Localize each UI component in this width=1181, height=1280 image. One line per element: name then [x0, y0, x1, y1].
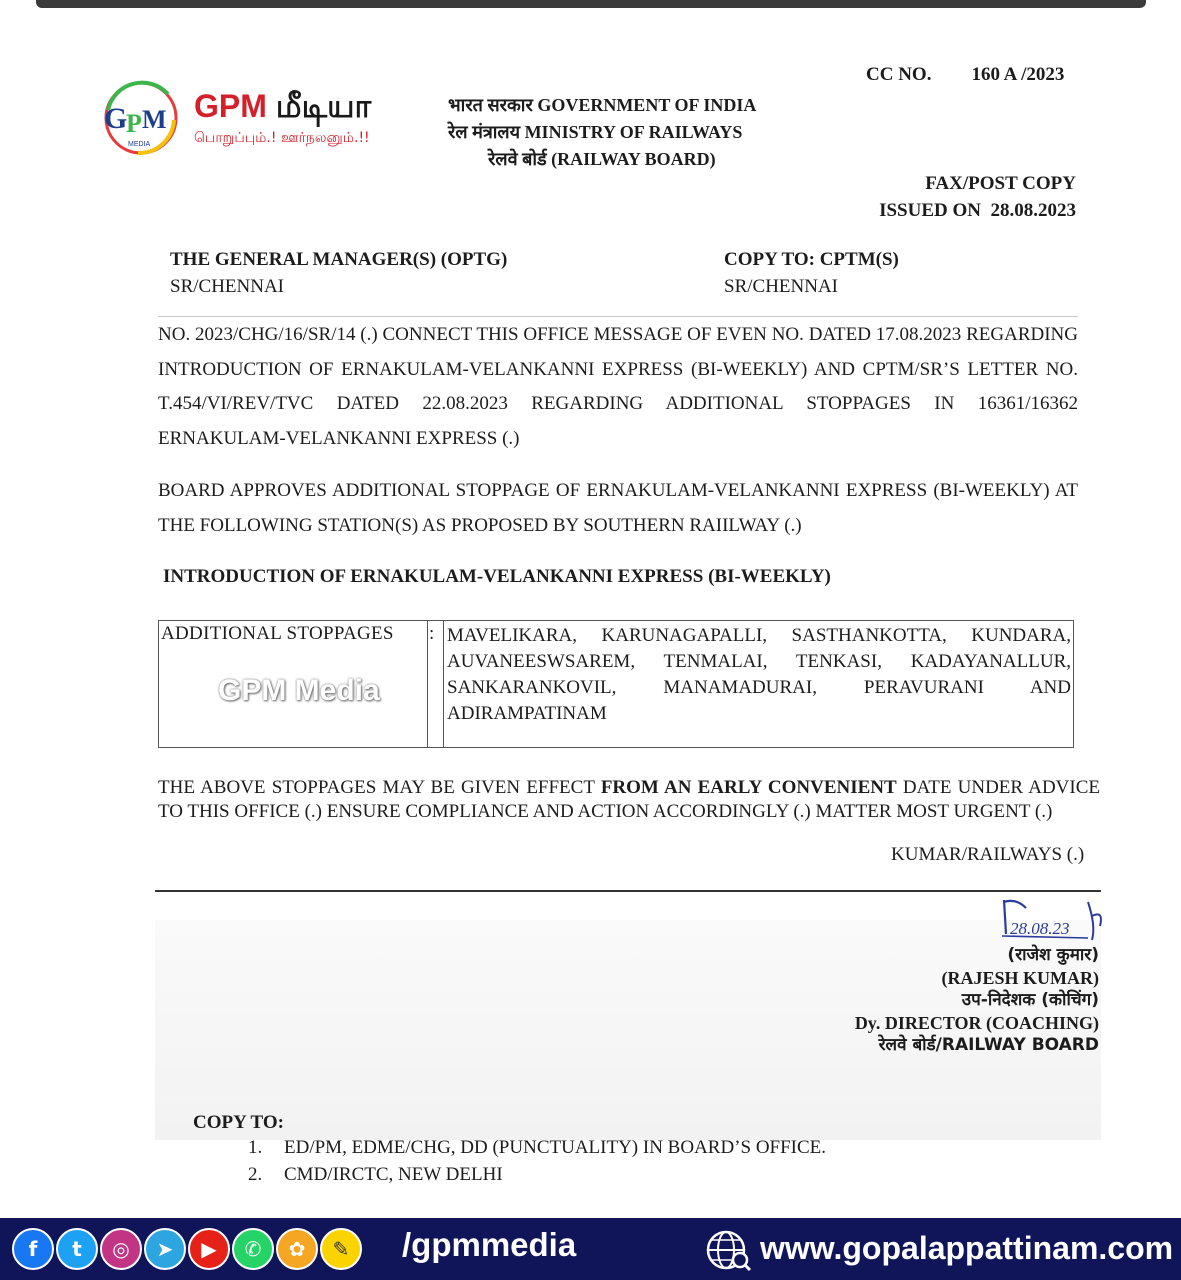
to-line1: THE GENERAL MANAGER(S) (OPTG): [170, 249, 508, 270]
sharechat-icon[interactable]: ✿: [276, 1228, 318, 1270]
svg-text:MEDIA: MEDIA: [128, 141, 151, 148]
emphasis-text: FROM AN EARLY CONVENIENT: [600, 777, 897, 798]
twitter-icon[interactable]: t: [56, 1228, 98, 1270]
stoppages-stations: MAVELIKARA, KARUNAGAPALLI, SASTHANKOTTA, KUNDARA, AUVANEESWSAREM, TENMALAI, TENKASI, KADAYANALLUR, SANKARANKOVIL, MANAMADURAI, PERAVURANI AND ADIRAMPATINAM: [447, 625, 1071, 724]
logo-title: GPM மீடியா: [194, 88, 372, 124]
fax-block: [860, 170, 1076, 224]
government-header: [448, 92, 756, 173]
signatory-designation: Dy. DIRECTOR (COACHING): [854, 1012, 1099, 1033]
divider-bottom: [155, 890, 1101, 892]
message-sign-off: KUMAR/RAILWAYS (.): [891, 844, 1085, 865]
signatory-designation-hindi: उप-निदेशक (कोचिंग): [961, 990, 1099, 1010]
signatory-name: (RAJESH KUMAR): [941, 967, 1099, 988]
youtube-icon[interactable]: ▶: [188, 1228, 230, 1270]
fax-label: FAX/POST COPY: [925, 173, 1076, 194]
issued-line: ISSUED ON 28.08.2023: [879, 200, 1076, 221]
gov-line-ministry: रेल मंत्रालय MINISTRY OF RAILWAYS: [448, 122, 743, 142]
divider-top: [158, 316, 1078, 317]
reference-paragraph: NO. 2023/CHG/16/SR/14 (.) CONNECT THIS OFFICE MESSAGE OF EVEN NO. DATED 17.08.2023 REGARDING INTRODUCTION OF ERNAKULAM-VELANKANNI EXPRESS (BI-WEEKLY) AND CPTM/SR’S LETTER NO. T.454/VI/REV/TVC DATED 22.08.2023 REGARDING ADDITIONAL STOPPAGES IN 16361/16362 ERNAKULAM-VELANKANNI EXPRESS (.): [158, 324, 1078, 449]
stoppages-label: ADDITIONAL STOPPAGES: [161, 623, 394, 644]
copy-to-list: [248, 1134, 826, 1188]
instagram-icon[interactable]: ◎: [100, 1228, 142, 1270]
table-divider: [443, 621, 444, 747]
gpm-media-logo: [98, 80, 418, 160]
to-line2: SR/CHENNAI: [170, 276, 285, 297]
telegram-icon[interactable]: ➤: [144, 1228, 186, 1270]
addressee-to: [170, 246, 507, 300]
social-icons: [12, 1228, 362, 1272]
table-colon: :: [429, 623, 435, 644]
logo-tagline: பொறுப்பும்.! ஊர்நலனும்.!!: [194, 130, 370, 146]
effect-paragraph: THE ABOVE STOPPAGES MAY BE GIVEN EFFECT FROM AN EARLY CONVENIENT DATE UNDER ADVICE TO THIS OFFICE (.) ENSURE COMPLIANCE AND ACTION ACCORDINGLY (.) MATTER MOST URGENT (.): [158, 777, 1101, 822]
signatory-block: [760, 944, 1099, 1057]
list-item: 1. ED/PM, EDME/CHG, DD (PUNCTUALITY) IN BOARD’S OFFICE.: [248, 1137, 827, 1158]
top-scroll-bar: [36, 0, 1146, 8]
website-link[interactable]: www.gopalappattinam.com: [760, 1230, 1174, 1266]
cc-label: CC NO.: [866, 64, 932, 85]
table-divider: [427, 621, 428, 747]
list-item: 2. CMD/IRCTC, NEW DELHI: [248, 1164, 503, 1185]
svg-text:G: G: [104, 102, 128, 135]
issued-date: 28.08.2023: [990, 200, 1076, 221]
gov-line-india: भारत सरकार GOVERNMENT OF INDIA: [448, 95, 757, 115]
cc-number: [866, 64, 1064, 86]
copy-line1: COPY TO: CPTM(S): [724, 249, 899, 270]
svg-text:M: M: [142, 105, 167, 134]
gov-line-board: रेलवे बोर्ड (RAILWAY BOARD): [488, 149, 716, 169]
globe-icon: [704, 1228, 752, 1272]
footer-banner: [0, 1218, 1181, 1280]
section-heading: INTRODUCTION OF ERNAKULAM-VELANKANNI EXPRESS (BI-WEEKLY): [163, 566, 831, 587]
copy-to-heading: COPY TO:: [193, 1112, 284, 1133]
svg-text:28.08.23: 28.08.23: [1010, 919, 1070, 938]
whatsapp-icon[interactable]: ✆: [232, 1228, 274, 1270]
signatory-office: रेलवे बोर्ड/RAILWAY BOARD: [878, 1035, 1099, 1055]
watermark: GPM Media: [218, 674, 380, 707]
approval-paragraph: BOARD APPROVES ADDITIONAL STOPPAGE OF ERNAKULAM-VELANKANNI EXPRESS (BI-WEEKLY) AT THE FOLLOWING STATION(S) AS PROPOSED BY SOUTHERN RAIILWAY (.): [158, 480, 1078, 536]
social-handle[interactable]: /gpmmedia: [402, 1226, 577, 1263]
cc-value: 160 A /2023: [971, 64, 1065, 85]
signatory-name-hindi: (राजेश कुमार): [1007, 945, 1099, 965]
svg-text:P: P: [126, 109, 142, 138]
koo-icon[interactable]: ✎: [320, 1228, 362, 1270]
copy-line2: SR/CHENNAI: [724, 276, 839, 297]
addressee-copy: [724, 246, 899, 300]
gpm-logo-mark: [98, 80, 184, 156]
facebook-icon[interactable]: f: [12, 1228, 54, 1270]
